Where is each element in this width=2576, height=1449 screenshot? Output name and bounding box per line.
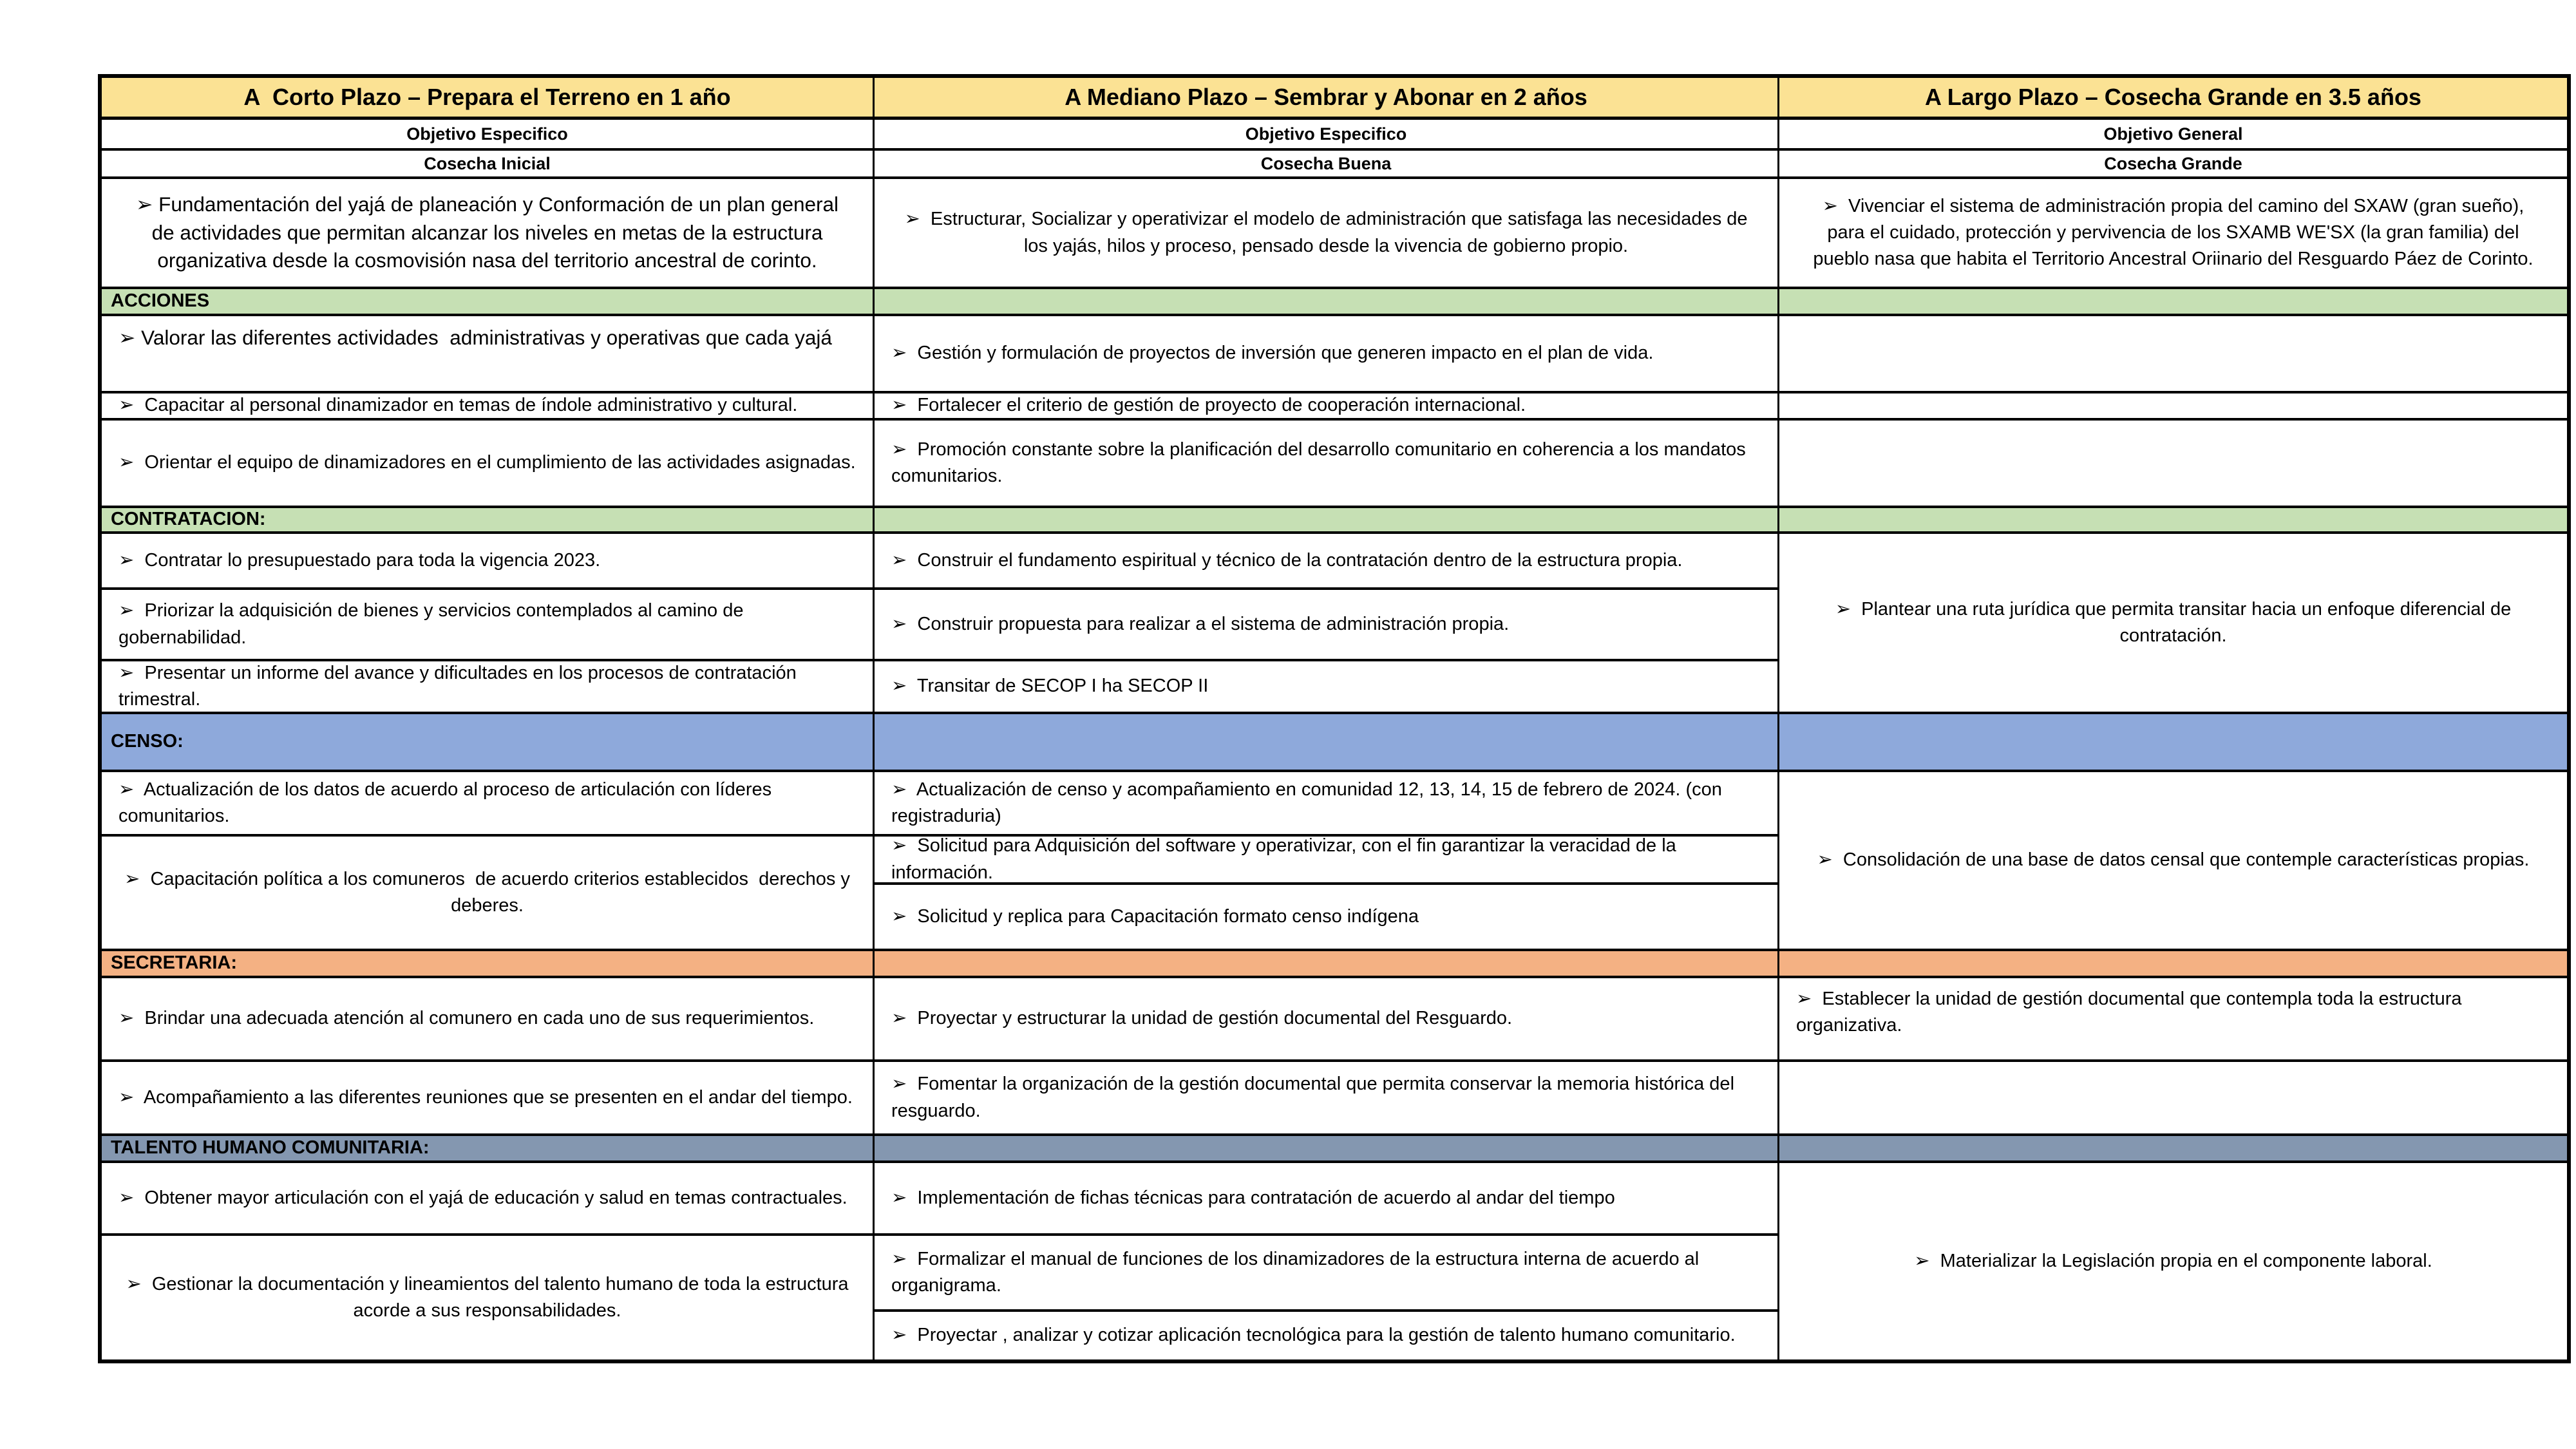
section-secretaria-band <box>1779 951 2567 978</box>
section-secretaria-band <box>875 951 1779 978</box>
cell-secretaria-r1-c3: ➢ Establecer la unidad de gestión documental que contempla toda la estructura organizativa. <box>1779 978 2567 1062</box>
cell-censo-c3-merged: ➢ Consolidación de una base de datos censal que contemple características propias. <box>1779 772 2567 951</box>
subheader-cosecha-2: Cosecha Buena <box>875 151 1779 179</box>
header-mediano-plazo: A Mediano Plazo – Sembrar y Abonar en 2 años <box>875 78 1779 120</box>
cell-contratacion-r3-c1: ➢ Presentar un informe del avance y dificultades en los procesos de contratación trimestral. <box>102 661 875 714</box>
cell-secretaria-r1-c1: ➢ Brindar una adecuada atención al comunero en cada uno de sus requerimientos. <box>102 978 875 1062</box>
cell-talento-r1-c2: ➢ Implementación de fichas técnicas para contratación de acuerdo al andar del tiempo <box>875 1163 1779 1236</box>
section-censo-band <box>1779 714 2567 772</box>
cell-acciones-r2-c1: ➢ Capacitar al personal dinamizador en temas de índole administrativo y cultural. <box>102 393 875 421</box>
cell-talento-c1-merged: ➢ Gestionar la documentación y lineamientos del talento humano de toda la estructura acorde a sus responsabilidades. <box>102 1236 875 1359</box>
section-talento-label: TALENTO HUMANO COMUNITARIA: <box>102 1136 875 1163</box>
cell-talento-r3-c2: ➢ Proyectar , analizar y cotizar aplicación tecnológica para la gestión de talento humano comunitario. <box>875 1312 1779 1359</box>
cell-acciones-r3-c2: ➢ Promoción constante sobre la planificación del desarrollo comunitario en coherencia a los mandatos comunitarios. <box>875 421 1779 508</box>
cell-acciones-r3-c3-empty <box>1779 421 2567 508</box>
cell-contratacion-r1-c1: ➢ Contratar lo presupuestado para toda la vigencia 2023. <box>102 534 875 590</box>
cell-censo-r1-c2: ➢ Actualización de censo y acompañamiento en comunidad 12, 13, 14, 15 de febrero de 2024. (con registraduria) <box>875 772 1779 837</box>
section-acciones-label: ACCIONES <box>102 289 875 316</box>
cell-acciones-r2-c2: ➢ Fortalecer el criterio de gestión de proyecto de cooperación internacional. <box>875 393 1779 421</box>
cell-censo-r3-c2: ➢ Solicitud y replica para Capacitación formato censo indígena <box>875 885 1779 951</box>
cell-acciones-r1-c2: ➢ Gestión y formulación de proyectos de inversión que generen impacto en el plan de vida. <box>875 316 1779 393</box>
subheader-objetivo-1: Objetivo Especifico <box>102 120 875 151</box>
cell-secretaria-r2-c1: ➢ Acompañamiento a las diferentes reuniones que se presenten en el andar del tiempo. <box>102 1062 875 1136</box>
section-contratacion-band <box>875 508 1779 534</box>
cell-contratacion-r3-c2: ➢ Transitar de SECOP I ha SECOP II <box>875 661 1779 714</box>
section-acciones-band <box>875 289 1779 316</box>
section-talento-band <box>875 1136 1779 1163</box>
cell-contratacion-r1-c2: ➢ Construir el fundamento espiritual y técnico de la contratación dentro de la estructura propia. <box>875 534 1779 590</box>
cell-acciones-r1-c1: ➢ Valorar las diferentes actividades administrativas y operativas que cada yajá <box>102 316 875 393</box>
cell-secretaria-r2-c2: ➢ Fomentar la organización de la gestión documental que permita conservar la memoria histórica del resguardo. <box>875 1062 1779 1136</box>
subheader-cosecha-3: Cosecha Grande <box>1779 151 2567 179</box>
cell-contratacion-r2-c1: ➢ Priorizar la adquisición de bienes y servicios contemplados al camino de gobernabilidad. <box>102 590 875 661</box>
cell-censo-r1-c1: ➢ Actualización de los datos de acuerdo al proceso de articulación con líderes comunitarios. <box>102 772 875 837</box>
header-largo-plazo: A Largo Plazo – Cosecha Grande en 3.5 años <box>1779 78 2567 120</box>
subheader-objetivo-2: Objetivo Especifico <box>875 120 1779 151</box>
cell-contratacion-c3-merged: ➢ Plantear una ruta jurídica que permita transitar hacia un enfoque diferencial de contratación. <box>1779 534 2567 714</box>
cell-objetivo-mediano: ➢ Estructurar, Socializar y operativizar el modelo de administración que satisfaga las necesidades de los yajás, hilos y proceso, pensado desde la vivencia de gobierno propio. <box>875 179 1779 289</box>
cell-acciones-r1-c3-empty <box>1779 316 2567 393</box>
cell-talento-r2-c2: ➢ Formalizar el manual de funciones de los dinamizadores de la estructura interna de acuerdo al organigrama. <box>875 1236 1779 1312</box>
cell-acciones-r3-c1: ➢ Orientar el equipo de dinamizadores en el cumplimiento de las actividades asignadas. <box>102 421 875 508</box>
cell-contratacion-r2-c2: ➢ Construir propuesta para realizar a el sistema de administración propia. <box>875 590 1779 661</box>
section-censo-band <box>875 714 1779 772</box>
section-contratacion-band <box>1779 508 2567 534</box>
section-talento-band <box>1779 1136 2567 1163</box>
cell-censo-r2-c2: ➢ Solicitud para Adquisición del software y operativizar, con el fin garantizar la veracidad de la información. <box>875 837 1779 885</box>
section-acciones-band <box>1779 289 2567 316</box>
cell-secretaria-r1-c2: ➢ Proyectar y estructurar la unidad de gestión documental del Resguardo. <box>875 978 1779 1062</box>
subheader-cosecha-1: Cosecha Inicial <box>102 151 875 179</box>
section-secretaria-label: SECRETARIA: <box>102 951 875 978</box>
cell-censo-c1-merged: ➢ Capacitación política a los comuneros de acuerdo criterios establecidos derechos y deberes. <box>102 837 875 951</box>
section-censo-label: CENSO: <box>102 714 875 772</box>
header-corto-plazo: A Corto Plazo – Prepara el Terreno en 1 año <box>102 78 875 120</box>
section-contratacion-label: CONTRATACION: <box>102 508 875 534</box>
cell-objetivo-corto: ➢ Fundamentación del yajá de planeación y Conformación de un plan general de actividades que permitan alcanzar los niveles en metas de la estructura organizativa desde la cosmovisión nasa del territorio ancestral de corinto. <box>102 179 875 289</box>
cell-talento-r1-c1: ➢ Obtener mayor articulación con el yajá de educación y salud en temas contractuales. <box>102 1163 875 1236</box>
cell-acciones-r2-c3-empty <box>1779 393 2567 421</box>
cell-objetivo-largo: ➢ Vivenciar el sistema de administración propia del camino del SXAW (gran sueño), para el cuidado, protección y pervivencia de los SXAMB WE'SX (la gran familia) del pueblo nasa que habita el Territorio Ancestral Oriinario del Resguardo Páez de Corinto. <box>1779 179 2567 289</box>
cell-secretaria-r2-c3-empty <box>1779 1062 2567 1136</box>
cell-talento-c3-merged: ➢ Materializar la Legislación propia en el componente laboral. <box>1914 1250 2432 1271</box>
subheader-objetivo-3: Objetivo General <box>1779 120 2567 151</box>
planning-table <box>98 74 2571 1363</box>
